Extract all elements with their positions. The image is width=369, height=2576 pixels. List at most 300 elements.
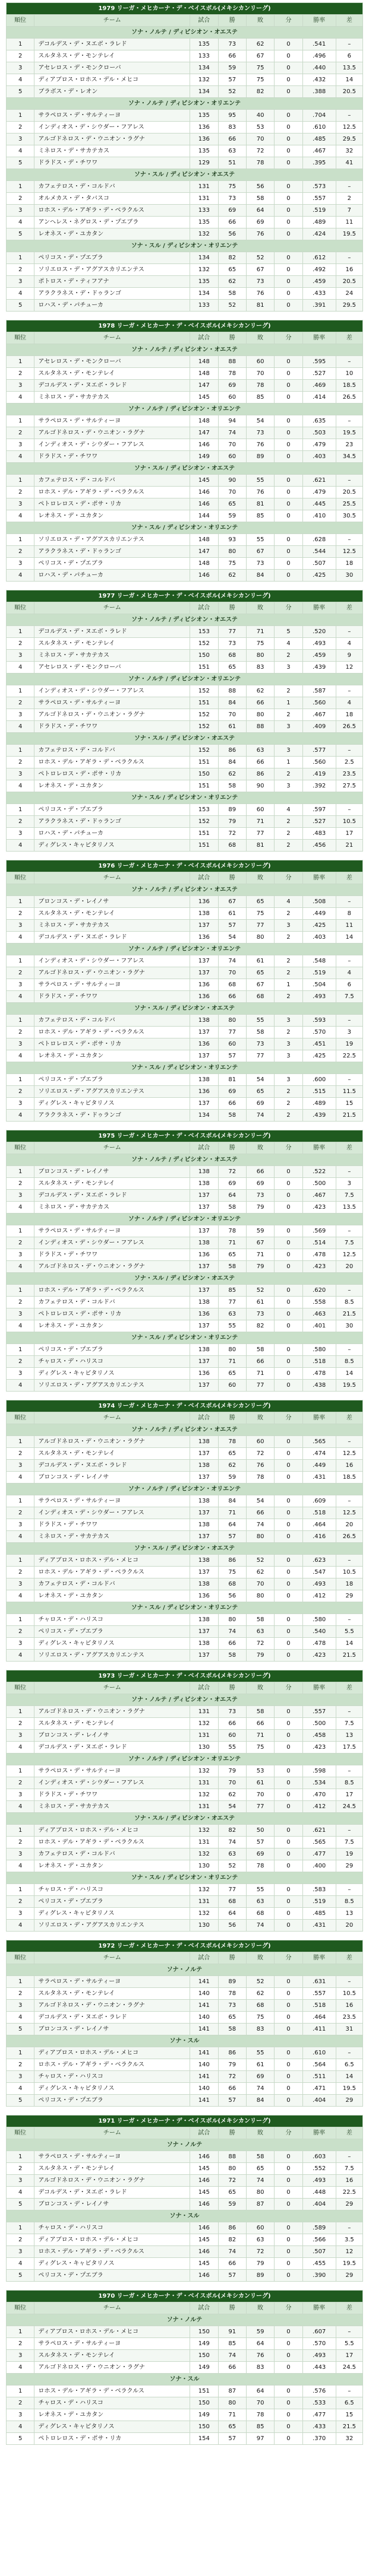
rank-cell: 2 (7, 1356, 34, 1368)
team-name-cell: ブロンコス・デ・レイノサ (34, 1166, 190, 1178)
table-row (7, 768, 363, 780)
team-name-cell: ブロンコス・デ・レイノサ (34, 2199, 190, 2210)
pct-cell: .448 (302, 2187, 336, 2199)
rank-cell: 3 (7, 979, 34, 991)
games-cell: 135 (190, 110, 218, 122)
table-row (7, 110, 363, 122)
table-row (7, 487, 363, 498)
losses-cell: 68 (246, 1908, 274, 1920)
pct-cell: .552 (302, 2163, 336, 2175)
ties-cell: 0 (275, 2012, 302, 2024)
table-row (7, 2059, 363, 2071)
games-cell: 140 (190, 2059, 218, 2071)
pct-cell: .483 (302, 828, 336, 840)
pct-cell: .478 (302, 1368, 336, 1380)
losses-cell: 70 (246, 1578, 274, 1590)
losses-cell: 80 (246, 1531, 274, 1543)
ties-cell: 0 (275, 1626, 302, 1638)
column-header-row (7, 2127, 363, 2139)
games-cell: 136 (190, 896, 218, 908)
rank-cell: 1 (7, 745, 34, 757)
wins-cell: 69 (218, 380, 246, 392)
rank-cell: 1 (7, 2222, 34, 2234)
team-name-cell: スルタネス・デ・モンテレイ (34, 638, 190, 650)
losses-cell: 75 (246, 2012, 274, 2024)
pct-cell: .445 (302, 498, 336, 510)
table-row (7, 368, 363, 380)
games-behind-cell: 18 (336, 1578, 362, 1590)
ties-cell: 0 (275, 1837, 302, 1848)
column-header-team: チーム (34, 15, 190, 27)
team-name-cell: ドラドス・デ・チワワ (34, 451, 190, 463)
rank-cell: 2 (7, 193, 34, 205)
wins-cell: 77 (218, 1297, 246, 1308)
team-name-cell: ドラドス・デ・チワワ (34, 157, 190, 169)
losses-cell: 73 (246, 1190, 274, 1202)
wins-cell: 77 (218, 1027, 246, 1038)
table-row (7, 534, 363, 546)
losses-cell: 75 (246, 638, 274, 650)
games-cell: 154 (190, 2433, 218, 2445)
table-row (7, 638, 363, 650)
division-header: ソナ・スル / ディビシオン・オリエンテ (7, 792, 363, 804)
ties-cell: 0 (275, 510, 302, 522)
column-header-ties: 分 (275, 602, 302, 614)
rank-cell: 1 (7, 39, 34, 50)
games-cell: 136 (190, 1590, 218, 1602)
column-header-games: 試合 (190, 15, 218, 27)
wins-cell: 84 (218, 757, 246, 768)
pct-cell: .390 (302, 2270, 336, 2282)
ties-cell: 3 (275, 780, 302, 792)
rank-cell: 1 (7, 1706, 34, 1718)
rank-cell: 2 (7, 1237, 34, 1249)
table-row (7, 558, 363, 570)
pct-cell: .479 (302, 439, 336, 451)
column-header-rank: 順位 (7, 15, 34, 27)
wins-cell: 57 (218, 74, 246, 86)
games-behind-cell: 9 (336, 650, 362, 662)
season-title: 1973 リーガ・メヒカーナ・デ・ベイスボル(メキシカンリーグ) (7, 1670, 363, 1682)
column-header-ties: 分 (275, 15, 302, 27)
division-header: ソナ・スル / ディビシオン・オエステ (7, 1543, 363, 1555)
losses-cell: 70 (246, 2397, 274, 2409)
division-header: ソナ・ノルテ / ディビシオン・オリエンテ (7, 1754, 363, 1765)
ties-cell: 0 (275, 2163, 302, 2175)
pct-cell: .609 (302, 1495, 336, 1507)
pct-cell: .544 (302, 546, 336, 558)
rank-cell: 2 (7, 967, 34, 979)
ties-cell: 4 (275, 804, 302, 816)
wins-cell: 73 (218, 39, 246, 50)
pct-cell: .580 (302, 1614, 336, 1626)
wins-cell: 56 (218, 228, 246, 240)
team-name-cell: サラペロス・デ・サルティーヨ (34, 1976, 190, 1988)
division-header: ソナ・スル / ディビシオン・オリエンテ (7, 1332, 363, 1344)
ties-cell: 0 (275, 1825, 302, 1837)
table-row (7, 1074, 363, 1086)
rank-cell: 2 (7, 2059, 34, 2071)
team-name-cell: チャロス・デ・ハリスコ (34, 1356, 190, 1368)
team-name-cell: サラペロス・デ・サルティーヨ (34, 110, 190, 122)
games-cell: 131 (190, 1801, 218, 1813)
division-header: ソナ・ノルテ (7, 2139, 363, 2151)
rank-cell: 5 (7, 2433, 34, 2445)
ties-cell: 0 (275, 1765, 302, 1777)
wins-cell: 79 (218, 1765, 246, 1777)
ties-cell: 0 (275, 1884, 302, 1896)
games-behind-cell: 29 (336, 2199, 362, 2210)
rank-cell: 4 (7, 1261, 34, 1273)
column-header-losses: 敗 (246, 872, 274, 884)
games-behind-cell: 26.5 (336, 392, 362, 404)
rank-cell: 2 (7, 2234, 34, 2246)
losses-cell: 54 (246, 1495, 274, 1507)
pct-cell: .548 (302, 955, 336, 967)
column-header-team: チーム (34, 872, 190, 884)
ties-cell: 0 (275, 2234, 302, 2246)
ties-cell: 3 (275, 1074, 302, 1086)
division-header: ソナ・ノルテ / ディビシオン・オエステ (7, 614, 363, 626)
ties-cell: 0 (275, 145, 302, 157)
rank-cell: 4 (7, 1742, 34, 1754)
rank-cell: 4 (7, 1650, 34, 1662)
column-header-pct: 勝率 (302, 2127, 336, 2139)
games-behind-cell: 20.5 (336, 86, 362, 98)
games-behind-cell: 18 (336, 709, 362, 721)
games-cell: 150 (190, 2326, 218, 2338)
pct-cell: .432 (302, 74, 336, 86)
team-name-cell: ディアブロス・ロホス・デル・メヒコ (34, 2326, 190, 2338)
standings-table (6, 590, 363, 852)
wins-cell: 73 (218, 638, 246, 650)
team-name-cell: アセレロス・デ・モンクローバ (34, 356, 190, 368)
team-name-cell: スルタネス・デ・モンテレイ (34, 1988, 190, 2000)
pct-cell: .515 (302, 1086, 336, 1098)
rank-cell: 3 (7, 1848, 34, 1860)
rank-cell: 4 (7, 1202, 34, 1214)
table-row (7, 908, 363, 920)
games-cell: 136 (190, 932, 218, 944)
losses-cell: 73 (246, 558, 274, 570)
games-behind-cell: 5.5 (336, 1626, 362, 1638)
team-name-cell: ペトロレロス・デ・ポサ・リカ (34, 498, 190, 510)
table-row (7, 650, 363, 662)
pct-cell: .493 (302, 2175, 336, 2187)
column-header-wins: 勝 (218, 1952, 246, 1964)
ties-cell: 0 (275, 1848, 302, 1860)
ties-cell: 0 (275, 1988, 302, 2000)
ties-cell: 2 (275, 932, 302, 944)
rank-cell: 4 (7, 392, 34, 404)
column-header-pct: 勝率 (302, 1142, 336, 1154)
pct-cell: .507 (302, 2246, 336, 2258)
games-behind-cell: – (336, 2326, 362, 2338)
team-name-cell: レオネス・デ・ユカタン (34, 510, 190, 522)
pct-cell: .471 (302, 2083, 336, 2095)
rank-cell: 3 (7, 2175, 34, 2187)
games-cell: 136 (190, 991, 218, 1003)
wins-cell: 70 (218, 439, 246, 451)
losses-cell: 60 (246, 1436, 274, 1448)
table-row (7, 1448, 363, 1460)
wins-cell: 60 (218, 1730, 246, 1742)
losses-cell: 58 (246, 1706, 274, 1718)
pct-cell: .623 (302, 1555, 336, 1567)
ties-cell: 0 (275, 300, 302, 312)
rank-cell: 4 (7, 991, 34, 1003)
table-row (7, 205, 363, 217)
ties-cell: 0 (275, 1718, 302, 1730)
games-behind-cell: 20.5 (336, 276, 362, 288)
table-row (7, 415, 363, 427)
team-name-cell: サラペロス・デ・サルティーヨ (34, 2151, 190, 2163)
rank-cell: 2 (7, 2163, 34, 2175)
team-name-cell: スルタネス・デ・モンテレイ (34, 1448, 190, 1460)
team-name-cell: ペトロレロス・デ・ポサ・リカ (34, 2433, 190, 2445)
games-behind-cell: 12 (336, 2246, 362, 2258)
losses-cell: 55 (246, 534, 274, 546)
wins-cell: 63 (218, 1848, 246, 1860)
table-row (7, 1308, 363, 1320)
games-behind-cell: 12.5 (336, 546, 362, 558)
team-name-cell: インディオス・デ・シウダー・フアレス (34, 1777, 190, 1789)
team-name-cell: アルゴドネロス・デ・ウニオン・ラグナ (34, 967, 190, 979)
division-header: ソナ・ノルテ / ディビシオン・オリエンテ (7, 98, 363, 110)
team-name-cell: ドラドス・デ・チワワ (34, 721, 190, 733)
column-header-pct: 勝率 (302, 1682, 336, 1694)
division-header: ソナ・ノルテ / ディビシオン・オエステ (7, 1424, 363, 1436)
team-name-cell: サラペロス・デ・サルティーヨ (34, 415, 190, 427)
games-cell: 146 (190, 2175, 218, 2187)
games-cell: 137 (190, 920, 218, 932)
team-name-cell: ロホス・デル・アギラ・デ・ベラクルス (34, 487, 190, 498)
games-cell: 137 (190, 1050, 218, 1062)
games-behind-cell: – (336, 356, 362, 368)
games-behind-cell: – (336, 2386, 362, 2397)
pct-cell: .547 (302, 1567, 336, 1578)
pct-cell: .411 (302, 2024, 336, 2035)
team-name-cell: サラペロス・デ・サルティーヨ (34, 1765, 190, 1777)
ties-cell: 0 (275, 1531, 302, 1543)
season-table (6, 860, 363, 1122)
team-name-cell: ペリコス・デ・プエブラ (34, 1626, 190, 1638)
team-name-cell: ペリコス・デ・プエブラ (34, 558, 190, 570)
rank-cell: 1 (7, 252, 34, 264)
table-row (7, 1884, 363, 1896)
wins-cell: 71 (218, 2409, 246, 2421)
games-behind-cell: 14 (336, 1638, 362, 1650)
games-behind-cell: – (336, 1825, 362, 1837)
pct-cell: .587 (302, 685, 336, 697)
games-cell: 132 (190, 1718, 218, 1730)
column-header-gb: 差 (336, 332, 362, 344)
pct-cell: .507 (302, 558, 336, 570)
pct-cell: .467 (302, 145, 336, 157)
games-cell: 145 (190, 2258, 218, 2270)
pct-cell: .560 (302, 697, 336, 709)
table-row (7, 546, 363, 558)
ties-cell: 0 (275, 1650, 302, 1662)
losses-cell: 58 (246, 2151, 274, 2163)
wins-cell: 65 (218, 1249, 246, 1261)
games-cell: 152 (190, 816, 218, 828)
pct-cell: .557 (302, 1988, 336, 2000)
pct-cell: .597 (302, 804, 336, 816)
season-title: 1974 リーガ・メヒカーナ・デ・ベイスボル(メキシカンリーグ) (7, 1400, 363, 1412)
wins-cell: 78 (218, 1436, 246, 1448)
column-header-losses: 敗 (246, 1142, 274, 1154)
wins-cell: 87 (218, 2386, 246, 2397)
games-behind-cell: 4 (336, 638, 362, 650)
table-row (7, 134, 363, 145)
pct-cell: .459 (302, 276, 336, 288)
losses-cell: 83 (246, 662, 274, 674)
team-name-cell: カフェテロス・デ・コルドバ (34, 1297, 190, 1308)
team-name-cell: ロホス・デル・アギラ・デ・ベラクルス (34, 1285, 190, 1297)
pct-cell: .424 (302, 228, 336, 240)
games-cell: 136 (190, 122, 218, 134)
rank-cell: 2 (7, 1086, 34, 1098)
games-cell: 141 (190, 2095, 218, 2107)
rank-cell: 4 (7, 1320, 34, 1332)
pct-cell: .404 (302, 2095, 336, 2107)
games-behind-cell: 13.5 (336, 62, 362, 74)
losses-cell: 52 (246, 1555, 274, 1567)
games-behind-cell: 19.5 (336, 2083, 362, 2095)
ties-cell: 0 (275, 1320, 302, 1332)
games-cell: 138 (190, 908, 218, 920)
rank-cell: 4 (7, 1380, 34, 1392)
rank-cell: 5 (7, 2095, 34, 2107)
pct-cell: .458 (302, 1730, 336, 1742)
season-table (6, 2290, 363, 2445)
games-cell: 131 (190, 181, 218, 193)
rank-cell: 3 (7, 1730, 34, 1742)
column-header-wins: 勝 (218, 1412, 246, 1424)
games-behind-cell: 7.5 (336, 991, 362, 1003)
games-cell: 152 (190, 721, 218, 733)
games-behind-cell: 17 (336, 2350, 362, 2362)
table-row (7, 2024, 363, 2035)
column-header-row (7, 15, 363, 27)
column-header-rank: 順位 (7, 1142, 34, 1154)
games-behind-cell: – (336, 2151, 362, 2163)
pct-cell: .520 (302, 626, 336, 638)
losses-cell: 61 (246, 1777, 274, 1789)
column-header-ties: 分 (275, 2127, 302, 2139)
rank-cell: 5 (7, 300, 34, 312)
pct-cell: .583 (302, 1884, 336, 1896)
rank-cell: 2 (7, 757, 34, 768)
season-title: 1978 リーガ・メヒカーナ・デ・ベイスボル(メキシカンリーグ) (7, 320, 363, 332)
rank-cell: 4 (7, 74, 34, 86)
games-cell: 138 (190, 1436, 218, 1448)
team-name-cell: インディオス・デ・シウダー・フアレス (34, 1507, 190, 1519)
rank-cell: 1 (7, 955, 34, 967)
losses-cell: 78 (246, 1472, 274, 1484)
pct-cell: .470 (302, 1789, 336, 1801)
games-behind-cell: 10.5 (336, 1988, 362, 2000)
losses-cell: 66 (246, 1356, 274, 1368)
wins-cell: 66 (218, 1718, 246, 1730)
table-row (7, 2012, 363, 2024)
team-name-cell: インディオス・デ・シウダー・フアレス (34, 122, 190, 134)
games-cell: 132 (190, 264, 218, 276)
losses-cell: 60 (246, 2222, 274, 2234)
table-row (7, 122, 363, 134)
wins-cell: 58 (218, 2024, 246, 2035)
pct-cell: .423 (302, 1202, 336, 1214)
ties-cell: 0 (275, 475, 302, 487)
games-cell: 137 (190, 1202, 218, 1214)
pct-cell: .496 (302, 50, 336, 62)
rank-cell: 3 (7, 1038, 34, 1050)
pct-cell: .493 (302, 2350, 336, 2362)
pct-cell: .449 (302, 1460, 336, 1472)
games-cell: 141 (190, 1976, 218, 1988)
losses-cell: 69 (246, 1098, 274, 1110)
division-header: ソナ・ノルテ (7, 1964, 363, 1976)
column-header-gb: 差 (336, 1952, 362, 1964)
losses-cell: 64 (246, 2338, 274, 2350)
wins-cell: 64 (218, 1908, 246, 1920)
ties-cell: 0 (275, 380, 302, 392)
division-header: ソナ・ノルテ / ディビシオン・オリエンテ (7, 1214, 363, 1225)
pct-cell: .467 (302, 1190, 336, 1202)
table-row (7, 2433, 363, 2445)
ties-cell: 0 (275, 558, 302, 570)
team-name-cell: インディオス・デ・シウダー・フアレス (34, 955, 190, 967)
games-behind-cell: 19.5 (336, 2258, 362, 2270)
games-cell: 138 (190, 1638, 218, 1650)
pct-cell: .464 (302, 1519, 336, 1531)
team-name-cell: レオネス・デ・ユカタン (34, 1320, 190, 1332)
losses-cell: 73 (246, 427, 274, 439)
ties-cell: 0 (275, 2071, 302, 2083)
games-cell: 135 (190, 39, 218, 50)
team-name-cell: ドラドス・デ・チワワ (34, 991, 190, 1003)
pct-cell: .438 (302, 1380, 336, 1392)
games-cell: 144 (190, 510, 218, 522)
wins-cell: 65 (218, 1448, 246, 1460)
rank-cell: 2 (7, 368, 34, 380)
table-row (7, 1380, 363, 1392)
pct-cell: .412 (302, 1590, 336, 1602)
table-row (7, 1988, 363, 2000)
team-name-cell: アルゴドネロス・デ・ウニオン・ラグナ (34, 1706, 190, 1718)
rank-cell: 2 (7, 1027, 34, 1038)
pct-cell: .603 (302, 2151, 336, 2163)
games-behind-cell: – (336, 2047, 362, 2059)
losses-cell: 84 (246, 2095, 274, 2107)
pct-cell: .612 (302, 252, 336, 264)
games-cell: 147 (190, 546, 218, 558)
season-title: 1971 リーガ・メヒカーナ・デ・ベイスボル(メキシカンリーグ) (7, 2116, 363, 2127)
team-name-cell: ミネロス・デ・サカテカス (34, 392, 190, 404)
wins-cell: 59 (218, 510, 246, 522)
season-title: 1977 リーガ・メヒカーナ・デ・ベイスボル(メキシカンリーグ) (7, 590, 363, 602)
ties-cell: 0 (275, 2175, 302, 2187)
games-behind-cell: – (336, 804, 362, 816)
losses-cell: 66 (246, 1718, 274, 1730)
column-header-row (7, 1412, 363, 1424)
games-cell: 137 (190, 1448, 218, 1460)
table-row (7, 1555, 363, 1567)
games-cell: 134 (190, 62, 218, 74)
table-row (7, 721, 363, 733)
team-name-cell: ディグレス・キャピタリノス (34, 1098, 190, 1110)
